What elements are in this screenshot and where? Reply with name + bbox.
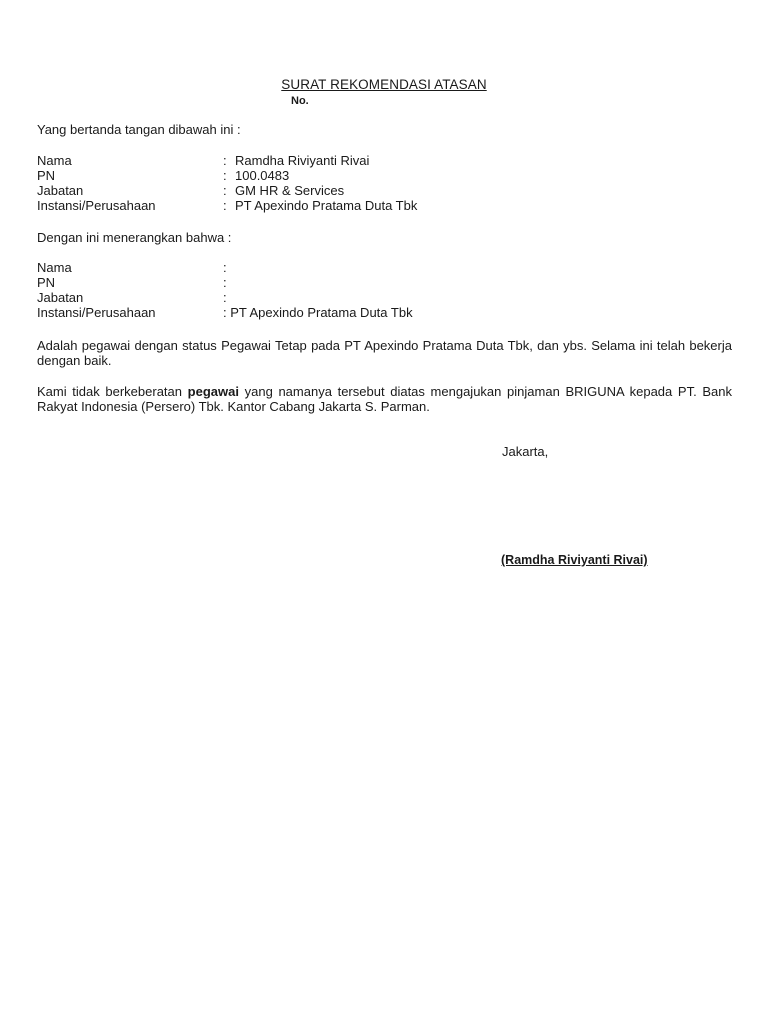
field-label: Jabatan bbox=[37, 290, 84, 305]
status-paragraph: Adalah pegawai dengan status Pegawai Tetap pada PT Apexindo Pratama Duta Tbk, dan ybs. Selama ini telah bekerja dengan baik. bbox=[37, 338, 732, 368]
field-colon: : bbox=[223, 153, 227, 168]
field-label: Instansi/Perusahaan bbox=[37, 198, 156, 213]
field-value: GM HR & Services bbox=[235, 183, 345, 198]
field-label: Instansi/Perusahaan bbox=[37, 305, 156, 320]
declaration-text: Dengan ini menerangkan bahwa : bbox=[37, 230, 232, 245]
consent-text-before: Kami tidak berkeberatan bbox=[37, 384, 188, 399]
place-label: Jakarta, bbox=[502, 444, 549, 459]
field-value: : PT Apexindo Pratama Duta Tbk bbox=[223, 305, 413, 320]
consent-paragraph bbox=[37, 384, 732, 414]
field-label: PN bbox=[37, 168, 56, 183]
signature-name: (Ramdha Riviyanti Rivai) bbox=[501, 553, 648, 567]
letter-title: SURAT REKOMENDASI ATASAN bbox=[281, 77, 487, 92]
field-value: Ramdha Riviyanti Rivai bbox=[235, 153, 370, 168]
field-colon: : bbox=[223, 168, 227, 183]
field-label: Nama bbox=[37, 260, 72, 275]
consent-text-after: yang namanya tersebut diatas mengajukan pinjaman BRIGUNA kepada PT. Bank Rakyat Indonesia (Persero) Tbk. Kantor Cabang Jakarta S. Parman. bbox=[37, 384, 732, 414]
letter-number-label: No. bbox=[291, 95, 309, 107]
field-label: Jabatan bbox=[37, 183, 84, 198]
field-value: : bbox=[223, 290, 227, 305]
field-label: Nama bbox=[37, 153, 72, 168]
field-value: : bbox=[223, 260, 227, 275]
field-value: PT Apexindo Pratama Duta Tbk bbox=[235, 198, 418, 213]
field-value: : bbox=[223, 275, 227, 290]
intro-text: Yang bertanda tangan dibawah ini : bbox=[37, 122, 241, 137]
field-colon: : bbox=[223, 198, 227, 213]
field-label: PN bbox=[37, 275, 56, 290]
field-value: 100.0483 bbox=[235, 168, 290, 183]
consent-emphasis: pegawai bbox=[187, 384, 239, 399]
field-colon: : bbox=[223, 183, 227, 198]
